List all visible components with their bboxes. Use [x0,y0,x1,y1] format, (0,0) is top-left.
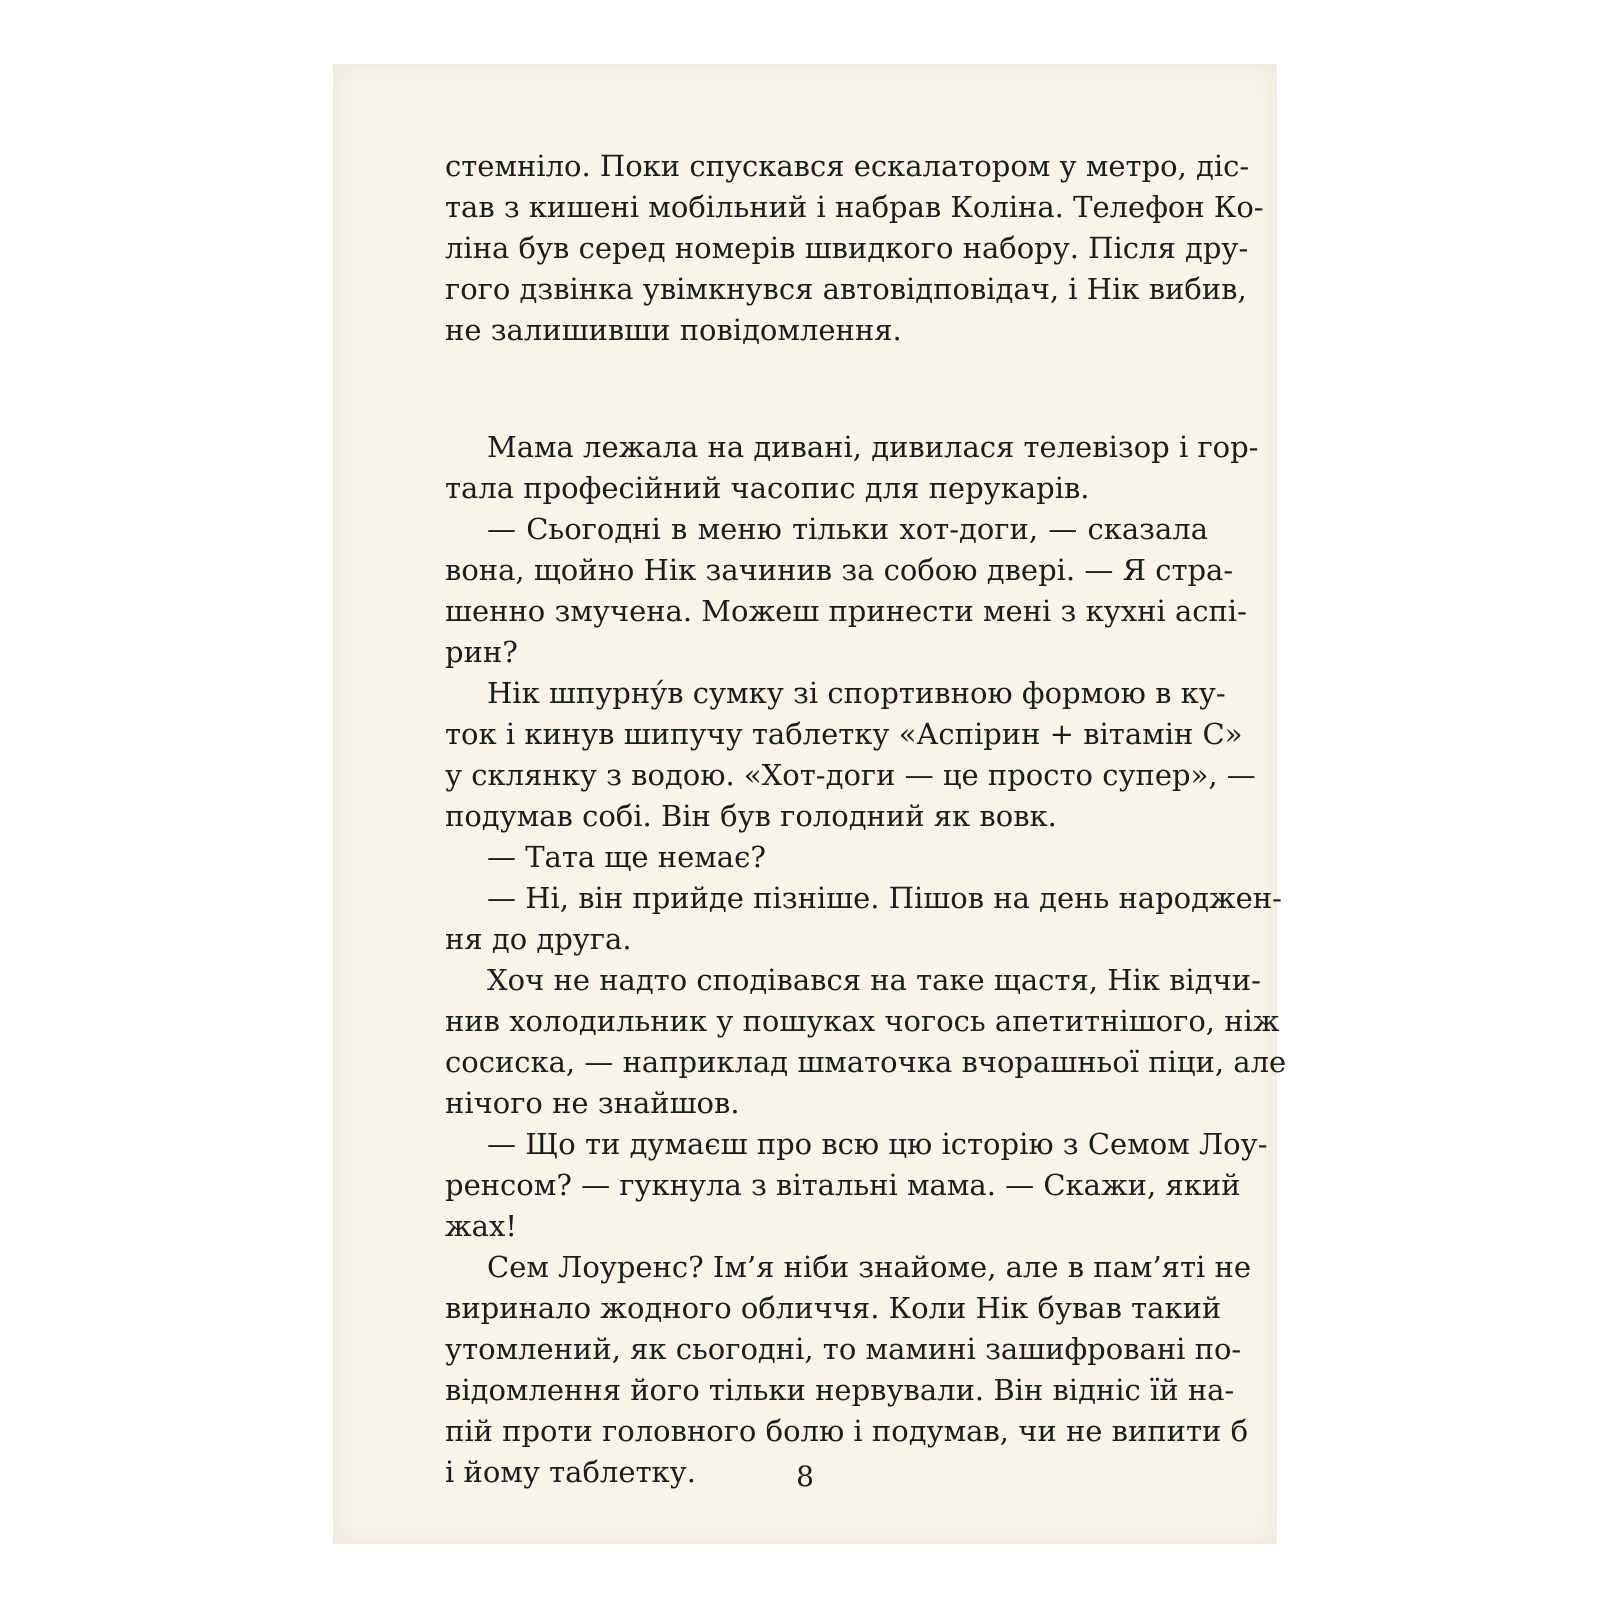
text-line: гого дзвінка увімкнувся автовідповідач, і Нік вибив, [445,272,1247,306]
text-line: у склянку з водою. «Хот-доги — це просто супер», — [445,758,1256,792]
page-text [445,146,1287,1493]
text-line: нив холодильник у пошуках чогось апетитнішого, ніж [445,1004,1280,1038]
text-line: — Тата ще немає? [487,840,766,874]
book-page [333,64,1287,1544]
text-line: відомлення його тільки нервували. Він відніс їй на- [445,1373,1235,1407]
text-line: — Ні, він прийде пізніше. Пішов на день народжен- [487,881,1282,915]
text-line: Хоч не надто сподівався на таке щастя, Нік відчи- [487,963,1261,997]
text-line: і йому таблетку. [445,1455,696,1489]
section-break [445,351,1208,427]
text-line: тала професійний часопис для перукарів. [445,471,1090,505]
text-line: виринало жодного обличчя. Коли Нік бував такий [445,1291,1222,1325]
text-line: Нік шпурну́в сумку зі спортивною формою в ку- [487,676,1226,710]
text-line: ня до друга. [445,922,632,956]
page-number: 8 [796,1460,814,1493]
text-line: тав з кишені мобільний і набрав Коліна. Телефон Ко- [445,190,1264,224]
text-line: вона, щойно Нік зачинив за собою двері. — Я стра- [445,553,1234,587]
text-line: ліна був серед номерів швидкого набору. Після дру- [445,231,1249,265]
text-line: не залишивши повідомлення. [445,313,902,347]
text-line: пій проти головного болю і подумав, чи не випити б [445,1414,1249,1448]
text-line: подумав собі. Він був голодний як вовк. [445,799,1057,833]
text-line: рин? [445,635,518,669]
text-line: шенно змучена. Можеш принести мені з кухні аспі- [445,594,1247,628]
text-line: — Сьогодні в меню тільки хот-доги, — сказала [487,512,1208,546]
text-line: — Що ти думаєш про всю цю історію з Семом Лоу- [487,1127,1268,1161]
text-line: ток і кинув шипучу таблетку «Аспірин + вітамін С» [445,717,1243,751]
text-line: сосиска, — наприклад шматочка вчорашньої піци, але [445,1045,1287,1079]
text-line: нічого не знайшов. [445,1086,740,1120]
text-line: стемніло. Поки спускався ескалатором у метро, діс- [445,149,1250,183]
text-line: ренсом? — гукнула з вітальні мама. — Скажи, який [445,1168,1241,1202]
text-line: утомлений, як сьогодні, то мамині зашифровані по- [445,1332,1242,1366]
text-line: Сем Лоуренс? Ім’я ніби знайоме, але в пам’яті не [487,1250,1251,1284]
text-line: Мама лежала на дивані, дивилася телевізор і гор- [487,430,1259,464]
text-line: жах! [445,1209,517,1243]
